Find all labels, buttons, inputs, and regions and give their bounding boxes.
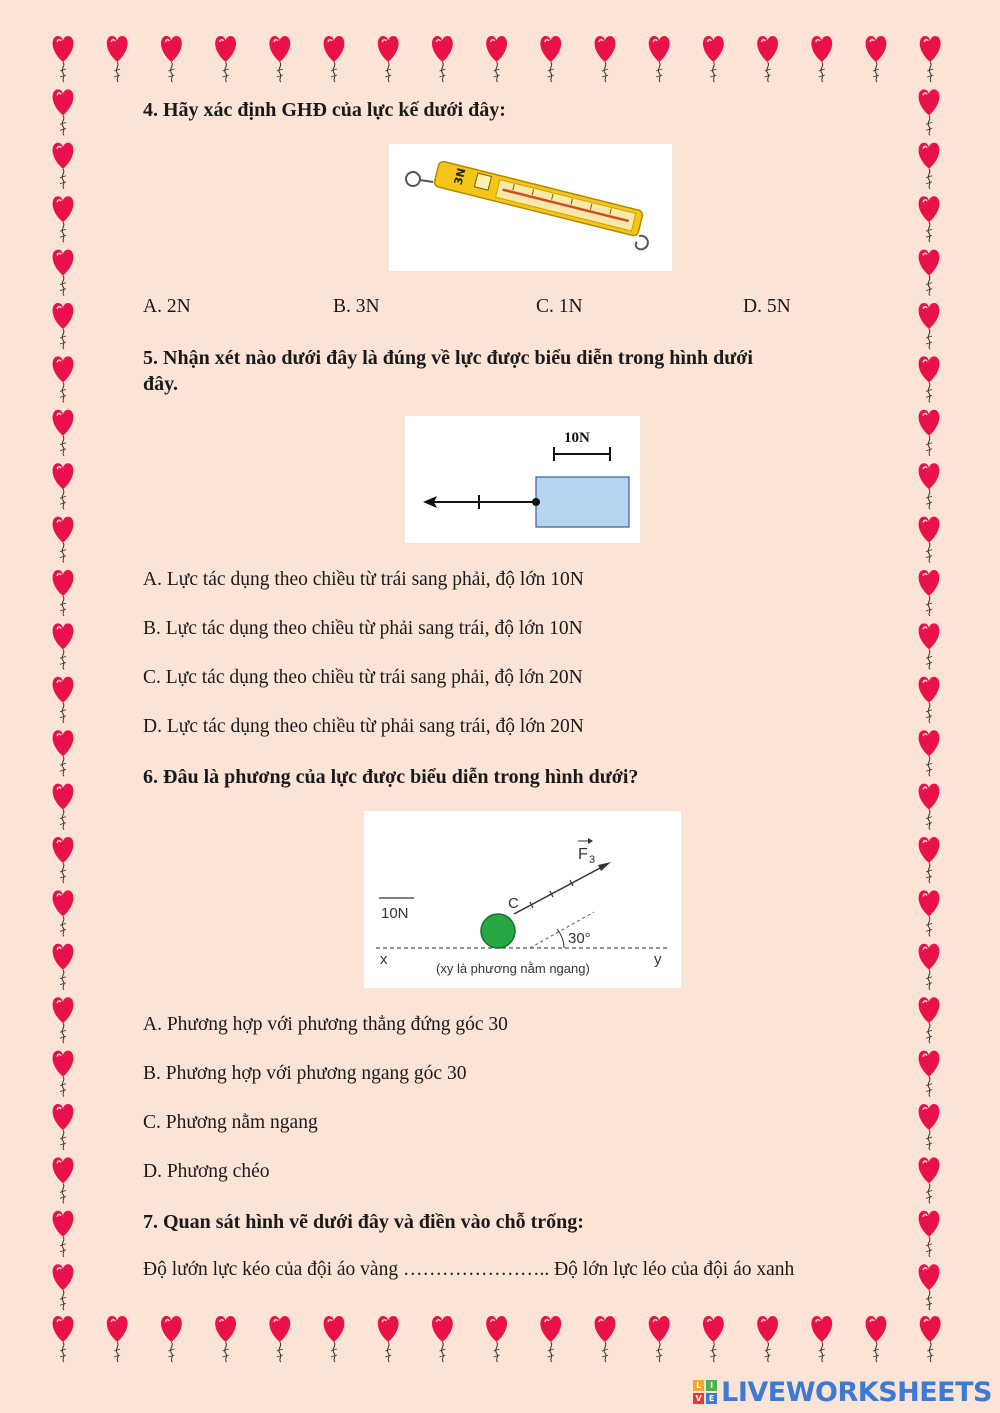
q5-option-d[interactable]: D. Lực tác dụng theo chiều từ phải sang trái, độ lớn 20N	[143, 716, 584, 737]
heart-balloon-icon	[53, 1264, 74, 1310]
y-label: y	[654, 951, 662, 968]
heart-balloon-icon	[53, 196, 74, 242]
heart-balloon-icon	[919, 890, 940, 936]
question-5-title-line1: 5. Nhận xét nào dưới đây là đúng về lực được biểu diễn trong hình dưới	[143, 347, 753, 369]
heart-balloon-icon	[919, 143, 940, 189]
q4-option-d[interactable]: D. 5N	[743, 296, 791, 317]
heart-balloon-icon	[811, 1316, 832, 1362]
force-diagram-q5	[405, 416, 640, 543]
heart-balloon-icon	[53, 463, 74, 509]
q6-option-a[interactable]: A. Phương hợp với phương thẳng đứng góc 30	[143, 1014, 508, 1035]
question-5-title	[143, 345, 873, 397]
heart-balloon-icon	[269, 1316, 290, 1362]
scale-capacity-label: 3N	[451, 166, 469, 187]
logo-letter-v: V	[693, 1393, 704, 1404]
heart-balloon-icon	[919, 250, 940, 296]
heart-balloon-icon	[919, 784, 940, 830]
q5-option-c[interactable]: C. Lực tác dụng theo chiều từ trái sang phải, độ lớn 20N	[143, 667, 583, 688]
heart-balloon-icon	[919, 997, 940, 1043]
heart-balloon-icon	[540, 36, 561, 82]
heart-balloon-icon	[378, 1316, 399, 1362]
heart-balloon-icon	[53, 1157, 74, 1203]
force-subscript: 3	[589, 854, 596, 866]
heart-balloon-icon	[919, 623, 940, 669]
heart-balloon-icon	[53, 303, 74, 349]
heart-balloon-icon	[53, 837, 74, 883]
heart-balloon-icon	[919, 730, 940, 776]
heart-balloon-icon	[53, 356, 74, 402]
heart-balloon-icon	[53, 890, 74, 936]
heart-balloon-icon	[53, 784, 74, 830]
spring-scale-drawing	[389, 144, 672, 271]
heart-balloon-icon	[757, 36, 778, 82]
heart-balloon-icon	[866, 36, 887, 82]
heart-balloon-icon	[919, 677, 940, 723]
heart-balloon-icon	[53, 1316, 74, 1362]
heart-balloon-icon	[432, 36, 453, 82]
q6-caption: (xy là phương nằm ngang)	[436, 961, 590, 976]
heart-balloon-icon	[919, 517, 940, 563]
q6-option-b[interactable]: B. Phương hợp với phương ngang góc 30	[143, 1063, 467, 1084]
heart-balloon-icon	[919, 1264, 940, 1310]
heart-balloon-icon	[919, 1051, 940, 1097]
heart-balloon-icon	[53, 1104, 74, 1150]
q6-scale-label: 10N	[381, 905, 409, 922]
q4-option-b[interactable]: B. 3N	[333, 296, 380, 317]
heart-balloon-icon	[703, 36, 724, 82]
question-4-title: 4. Hãy xác định GHĐ của lực kế dưới đây:	[143, 99, 506, 121]
force-diagram-q6-svg	[364, 811, 681, 988]
heart-balloon-icon	[53, 517, 74, 563]
force-diagram-q5-svg	[405, 416, 640, 543]
heart-balloon-icon	[595, 1316, 616, 1362]
q4-option-c[interactable]: C. 1N	[536, 296, 583, 317]
angle-label: 30°	[568, 930, 591, 947]
ball	[481, 914, 515, 948]
heart-balloon-icon	[919, 89, 940, 135]
heart-balloon-icon	[703, 1316, 724, 1362]
heart-balloon-icon	[53, 997, 74, 1043]
heart-balloon-icon	[919, 410, 940, 456]
heart-balloon-icon	[919, 944, 940, 990]
heart-balloon-icon	[324, 1316, 345, 1362]
heart-balloon-icon	[919, 303, 940, 349]
heart-balloon-icon	[53, 143, 74, 189]
spring-scale-image	[389, 144, 672, 271]
q5-scale-label: 10N	[564, 430, 590, 446]
question-7-title: 7. Quan sát hình vẽ dưới đây và điền vào chỗ trống:	[143, 1211, 584, 1233]
heart-balloon-icon	[919, 356, 940, 402]
q6-option-c[interactable]: C. Phương nằm ngang	[143, 1112, 318, 1133]
logo-letter-e: E	[706, 1393, 717, 1404]
heart-balloon-icon	[269, 36, 290, 82]
logo-letter-l: L	[693, 1380, 704, 1391]
heart-balloon-icon	[920, 1316, 941, 1362]
liveworksheets-logo-icon	[693, 1380, 717, 1404]
x-label: x	[380, 951, 388, 968]
heart-balloon-icon	[919, 1157, 940, 1203]
q5-option-a[interactable]: A. Lực tác dụng theo chiều từ trái sang phải, độ lớn 10N	[143, 569, 584, 590]
force-label: F	[578, 846, 588, 863]
heart-balloon-icon	[486, 1316, 507, 1362]
heart-balloon-icon	[919, 196, 940, 242]
heart-balloon-icon	[919, 837, 940, 883]
q7-fill-sentence[interactable]: Độ lướn lực kéo của đội áo vàng ………………….. Độ lớn lực léo của đội áo xanh	[143, 1259, 795, 1280]
point-c-label: C	[508, 895, 519, 912]
q6-option-d[interactable]: D. Phương chéo	[143, 1161, 270, 1182]
heart-balloon-icon	[757, 1316, 778, 1362]
heart-balloon-icon	[378, 36, 399, 82]
heart-balloon-icon	[53, 36, 74, 82]
heart-balloon-icon	[53, 250, 74, 296]
heart-balloon-icon	[215, 36, 236, 82]
q5-option-b[interactable]: B. Lực tác dụng theo chiều từ phải sang trái, độ lớn 10N	[143, 618, 583, 639]
heart-balloon-icon	[919, 1104, 940, 1150]
heart-balloon-icon	[53, 677, 74, 723]
heart-balloon-icon	[920, 36, 941, 82]
heart-balloon-icon	[53, 89, 74, 135]
heart-balloon-icon	[919, 463, 940, 509]
heart-balloon-icon	[161, 36, 182, 82]
heart-balloon-icon	[866, 1316, 887, 1362]
object-box	[536, 477, 629, 527]
heart-balloon-icon	[53, 1211, 74, 1257]
force-diagram-q6	[364, 811, 681, 988]
heart-balloon-icon	[649, 1316, 670, 1362]
heart-balloon-icon	[811, 36, 832, 82]
heart-balloon-icon	[919, 1211, 940, 1257]
heart-balloon-icon	[595, 36, 616, 82]
heart-balloon-icon	[432, 1316, 453, 1362]
logo-letter-i: I	[706, 1380, 717, 1391]
heart-balloon-icon	[53, 570, 74, 616]
heart-balloon-icon	[161, 1316, 182, 1362]
heart-balloon-icon	[53, 730, 74, 776]
heart-balloon-icon	[649, 36, 670, 82]
heart-balloon-icon	[107, 1316, 128, 1362]
heart-balloon-icon	[107, 36, 128, 82]
heart-balloon-icon	[540, 1316, 561, 1362]
q4-option-a[interactable]: A. 2N	[143, 296, 191, 317]
question-6-title: 6. Đâu là phương của lực được biểu diễn trong hình dưới?	[143, 766, 639, 788]
heart-balloon-icon	[53, 944, 74, 990]
heart-balloon-icon	[919, 570, 940, 616]
liveworksheets-watermark	[693, 1377, 992, 1407]
heart-balloon-icon	[486, 36, 507, 82]
heart-balloon-icon	[215, 1316, 236, 1362]
heart-balloon-icon	[324, 36, 345, 82]
heart-balloon-icon	[53, 1051, 74, 1097]
heart-balloon-icon	[53, 623, 74, 669]
watermark-text: LIVEWORKSHEETS	[721, 1376, 992, 1408]
heart-balloon-icon	[53, 410, 74, 456]
question-5-title-line2: đây.	[143, 373, 179, 395]
